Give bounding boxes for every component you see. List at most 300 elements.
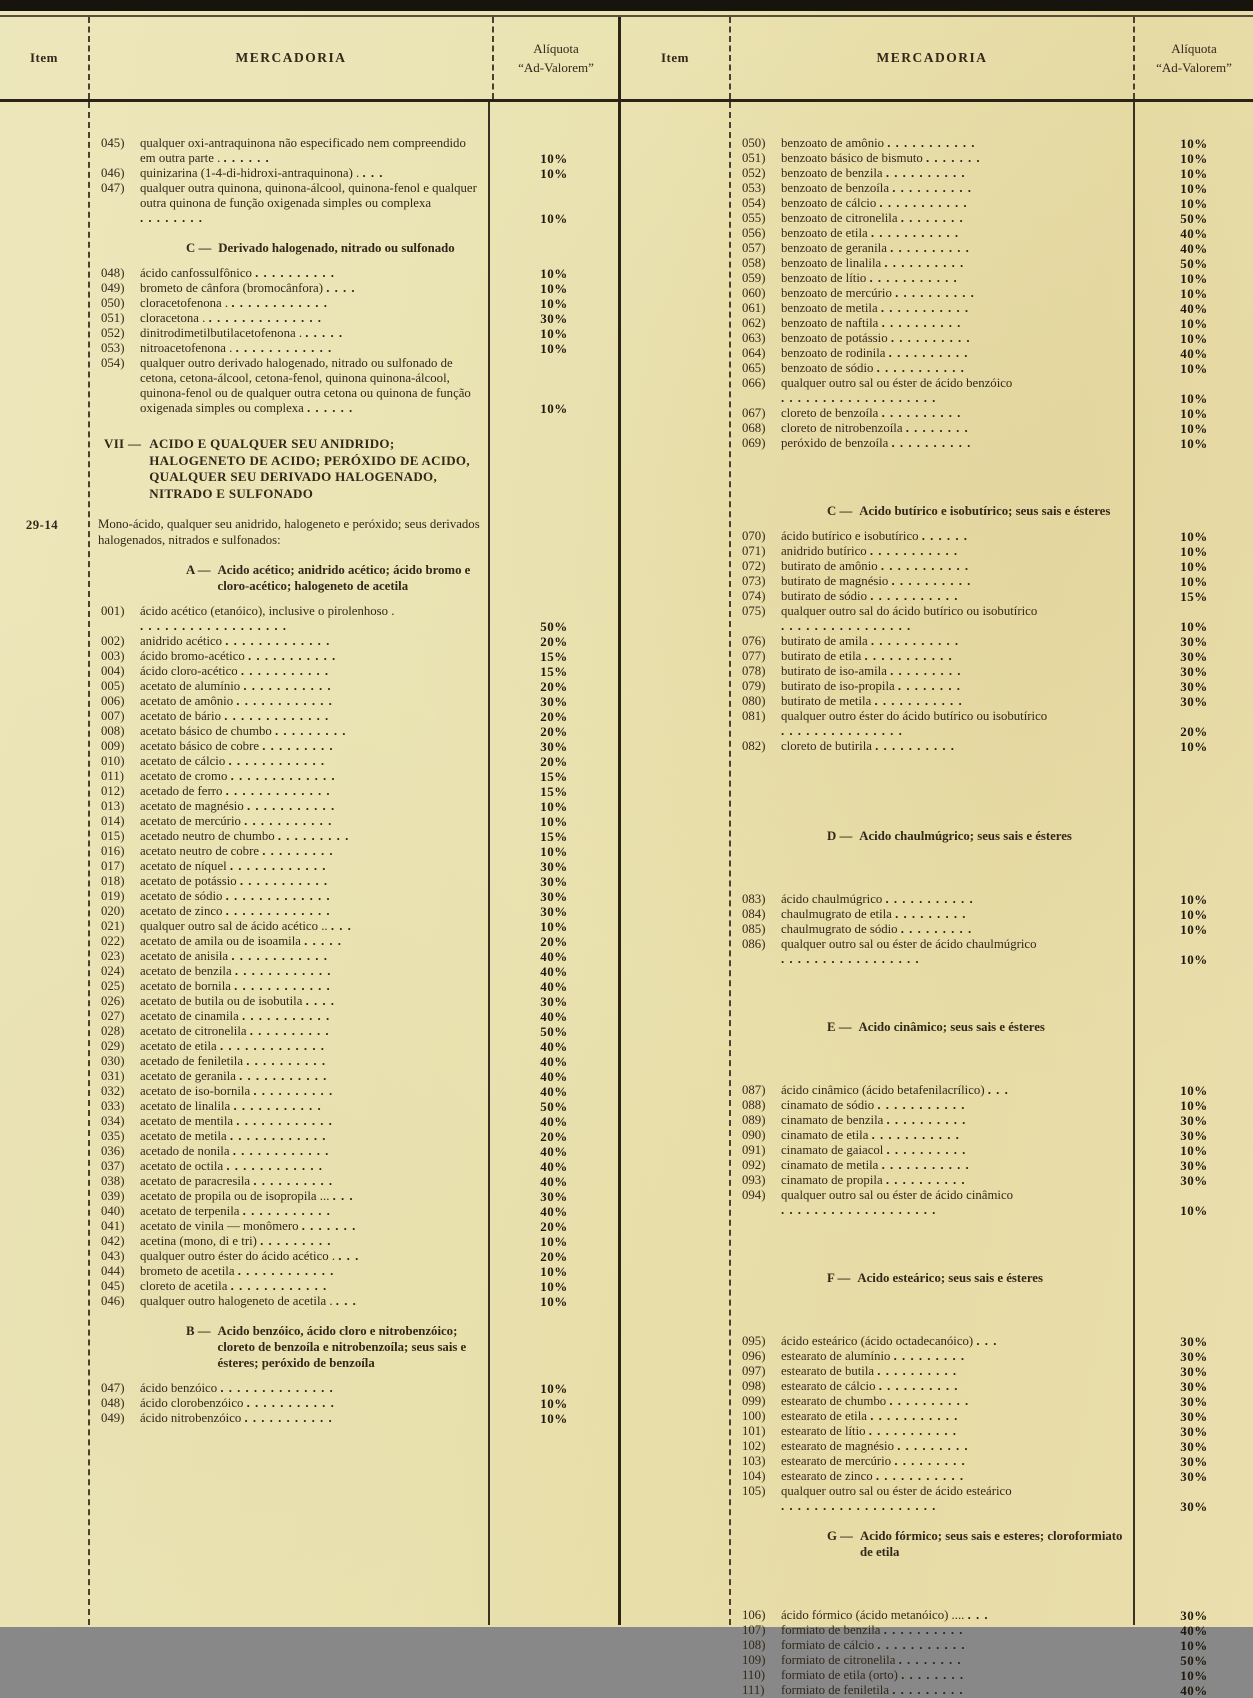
- table-row: [731, 634, 1253, 649]
- item-description: qualquer outro sal ou éster de ácido benzóico . . . . . . . . . . . . . . . . . . .: [781, 376, 1013, 405]
- leader-dots: . . . . . . . . . . .: [880, 301, 970, 315]
- leader-dots: . . . . . . . . . . .: [869, 271, 958, 285]
- group-heading: [731, 1270, 1253, 1286]
- section-numeral: VII —: [104, 436, 142, 451]
- item-number: 099): [742, 1394, 766, 1408]
- table-row: [731, 1454, 1253, 1469]
- item-description: butirato de iso-amila . . . . . . . . .: [781, 664, 962, 678]
- item-number: 094): [742, 1188, 766, 1202]
- table-row: [90, 1099, 618, 1114]
- mercadoria-header-label: MERCADORIA: [235, 50, 347, 65]
- item-rate: 10%: [1180, 559, 1208, 574]
- item-description: acetato de alumínio . . . . . . . . . . .: [140, 679, 332, 693]
- table-row: [731, 1623, 1253, 1638]
- leader-dots: . . . . . . . . . . . .: [236, 694, 333, 708]
- spacer: [490, 562, 618, 594]
- leader-dots: . . . . . . . . . . . . .: [225, 889, 331, 903]
- item-rate: 30%: [1180, 1113, 1208, 1128]
- item-description: estearato de zinco . . . . . . . . . . .: [781, 1469, 965, 1483]
- item-description: butirato de amila . . . . . . . . . . .: [781, 634, 960, 648]
- leader-dots: . . . . . . . . . . .: [870, 226, 960, 240]
- item-rate: 10%: [540, 1381, 568, 1396]
- leader-dots: . . . . . . . . . .: [884, 256, 965, 270]
- leader-dots: . . . . . . . . .: [895, 907, 967, 921]
- item-number: 025): [101, 979, 125, 993]
- table-row: [90, 1189, 618, 1204]
- item-rate: 10%: [540, 266, 568, 281]
- table-row: [731, 559, 1253, 574]
- item-rate: 20%: [540, 634, 568, 649]
- leader-dots: . . . . . . . . . . . . .: [225, 784, 331, 798]
- right-rows-container: [729, 102, 1253, 1698]
- aliquota-header-line2: “Ad-Valorem”: [518, 60, 594, 75]
- table-row: [731, 892, 1253, 907]
- item-description: chaulmugrato de sódio . . . . . . . . .: [781, 922, 973, 936]
- item-number: 075): [742, 604, 766, 618]
- item-description: benzoato de etila . . . . . . . . . . .: [781, 226, 960, 240]
- item-description: quinizarina (1-4-di-hidroxi-antraquinona) . . . .: [140, 166, 384, 180]
- item-description: cinamato de propila . . . . . . . . . .: [781, 1173, 966, 1187]
- table-row: [731, 166, 1253, 181]
- leader-dots: . . . . . . . . . . . .: [229, 859, 327, 873]
- item-rate: 30%: [1180, 1439, 1208, 1454]
- table-row: [731, 679, 1253, 694]
- item-rate: 40%: [1180, 1623, 1208, 1638]
- table-row: [731, 544, 1253, 559]
- aliquota-header-line2: “Ad-Valorem”: [1156, 60, 1232, 75]
- item-description: benzoato de citronelila . . . . . . . .: [781, 211, 964, 225]
- item-rate: 10%: [1180, 1083, 1208, 1098]
- item-number: 050): [742, 136, 766, 150]
- leader-dots: . . .: [362, 166, 384, 180]
- item-rate: 30%: [1180, 1454, 1208, 1469]
- item-number: 038): [101, 1174, 125, 1188]
- chapter-paragraph: [25, 516, 618, 548]
- leader-dots: . . . . . . . . . . . .: [236, 1114, 333, 1128]
- table-row: [90, 814, 618, 829]
- leader-dots: . . . . . . . .: [900, 211, 964, 225]
- item-rate: 40%: [540, 1144, 568, 1159]
- group-heading: [731, 503, 1253, 519]
- item-number: 004): [101, 664, 125, 678]
- item-rate: 30%: [540, 874, 568, 889]
- table-row: [731, 241, 1253, 256]
- item-number: 060): [742, 286, 766, 300]
- leader-dots: . . . . .: [305, 326, 344, 340]
- item-description: acetato básico de cobre . . . . . . . . .: [140, 739, 334, 753]
- leader-dots: . . . . . . . . . . . .: [226, 1159, 323, 1173]
- item-number: 040): [101, 1204, 125, 1218]
- item-description: acetato neutro de cobre . . . . . . . . .: [140, 844, 334, 858]
- item-rate: 20%: [540, 1129, 568, 1144]
- item-description: acetato básico de chumbo . . . . . . . . .: [140, 724, 347, 738]
- item-rate: 30%: [540, 994, 568, 1009]
- item-number: 065): [742, 361, 766, 375]
- table-row: [90, 1264, 618, 1279]
- leader-dots: . . . . . . . . . . .: [874, 694, 963, 708]
- blank-space: [731, 1296, 1253, 1324]
- table-row: [90, 634, 618, 649]
- item-rate: 50%: [540, 1024, 568, 1039]
- table-row: [731, 1334, 1253, 1349]
- item-description: benzoato de benzila . . . . . . . . . .: [781, 166, 966, 180]
- item-description: acetato de octila . . . . . . . . . . . .: [140, 1159, 323, 1173]
- group-letter: C —: [827, 504, 853, 518]
- item-rate: 10%: [1180, 361, 1208, 376]
- item-number: 083): [742, 892, 766, 906]
- item-rate: 10%: [1180, 391, 1208, 406]
- item-number: 051): [742, 151, 766, 165]
- table-row: [731, 1608, 1253, 1623]
- item-description: ácido chaulmúgrico . . . . . . . . . . .: [781, 892, 974, 906]
- leader-dots: . . . . . . . . . .: [881, 406, 962, 420]
- item-rate: 10%: [1180, 1098, 1208, 1113]
- item-rate: 40%: [540, 979, 568, 994]
- leader-dots: . . . . . . . . . . . .: [228, 754, 326, 768]
- item-rate: 30%: [540, 859, 568, 874]
- item-description: acetato de mentila . . . . . . . . . . . .: [140, 1114, 333, 1128]
- table-row: [731, 316, 1253, 331]
- item-description: benzoato básico de bismuto . . . . . . .: [781, 151, 981, 165]
- leader-dots: . . . . . . . . . .: [888, 346, 969, 360]
- group-heading-text: Acido fórmico; seus sais e esteres; cloroformiato de etila: [859, 1529, 1123, 1559]
- item-rate: 10%: [540, 166, 568, 181]
- item-description: estearato de alumínio . . . . . . . . .: [781, 1349, 966, 1363]
- leader-dots: . . . . . . . . . . .: [885, 892, 974, 906]
- leader-dots: . . . . . . . . . .: [253, 1174, 334, 1188]
- table-row: [731, 574, 1253, 589]
- item-description: acetato de sódio . . . . . . . . . . . . .: [140, 889, 331, 903]
- item-rate: 30%: [1180, 1409, 1208, 1424]
- leader-dots: . . . . . . . . . . .: [244, 814, 333, 828]
- item-rate: 15%: [540, 769, 568, 784]
- group-heading-text: Derivado halogenado, nitrado ou sulfonado: [218, 241, 455, 255]
- leader-dots: . . . . . . . . . .: [890, 331, 971, 345]
- item-number: 015): [101, 829, 125, 843]
- item-number: 055): [742, 211, 766, 225]
- item-number: 002): [101, 634, 125, 648]
- table-row: [90, 166, 618, 181]
- item-number: 042): [101, 1234, 125, 1248]
- table-row: [90, 679, 618, 694]
- table-row: [90, 1279, 618, 1294]
- table-row: [731, 739, 1253, 754]
- item-description: cloreto de benzoíla . . . . . . . . . .: [781, 406, 962, 420]
- leader-dots: . . . . . . . . . . . . . . . . . . .: [781, 391, 937, 405]
- item-rate: 40%: [540, 949, 568, 964]
- table-row: [90, 889, 618, 904]
- item-description: benzoato de lítio . . . . . . . . . . .: [781, 271, 958, 285]
- leader-dots: . . . . . . . .: [901, 1668, 965, 1682]
- item-description: acetina (mono, di e tri) . . . . . . . . .: [140, 1234, 332, 1248]
- table-row: [90, 604, 618, 634]
- item-rate: 10%: [1180, 166, 1208, 181]
- item-description: acetato de anisila . . . . . . . . . . . .: [140, 949, 328, 963]
- leader-dots: . . . . . . . . .: [275, 724, 347, 738]
- table-row: [731, 286, 1253, 301]
- group-heading-text: Acido benzóico, ácido cloro e nitrobenzóico; cloreto de benzoíla e nitrobenzoíla; seus sais e ésteres; peróxido de benzoíla: [217, 1324, 467, 1370]
- group-heading-text: Acido acético; anidrido acético; ácido bromo e cloro-acético; halogeneto de acetila: [217, 563, 471, 593]
- item-number: 035): [101, 1129, 125, 1143]
- item-number: 029): [101, 1039, 125, 1053]
- item-rate: 15%: [540, 664, 568, 679]
- item-description: cloracetona . . . . . . . . . . . . . . .: [140, 311, 322, 325]
- item-group: [90, 136, 618, 226]
- item-group: [731, 1083, 1253, 1218]
- item-description: butirato de iso-propila . . . . . . . .: [781, 679, 961, 693]
- table-row: [90, 664, 618, 679]
- item-number: 100): [742, 1409, 766, 1423]
- table-row: [90, 1114, 618, 1129]
- item-number: 039): [101, 1189, 125, 1203]
- table-row: [731, 907, 1253, 922]
- table-row: [731, 1638, 1253, 1653]
- leader-dots: . . . . . . . . . . .: [241, 1009, 331, 1023]
- item-group: [731, 1608, 1253, 1698]
- item-number: 033): [101, 1099, 125, 1113]
- table-row: [90, 799, 618, 814]
- leader-dots: . . . . . . . . . . . .: [232, 1144, 330, 1158]
- blank-space: [731, 854, 1253, 882]
- item-number: 081): [742, 709, 766, 723]
- table-row: [90, 1054, 618, 1069]
- leader-dots: . . . . . . . . . .: [246, 1054, 327, 1068]
- leader-dots: . . . . . . . . . . . .: [231, 296, 328, 310]
- table-row: [731, 301, 1253, 316]
- leader-dots: . . . . . . . . .: [894, 1454, 966, 1468]
- item-number: 062): [742, 316, 766, 330]
- item-rate: 30%: [540, 694, 568, 709]
- item-rate: 10%: [1180, 529, 1208, 544]
- group-heading: [90, 1323, 618, 1371]
- item-number: 037): [101, 1159, 125, 1173]
- table-row: [731, 1394, 1253, 1409]
- item-description: formiato de benzila . . . . . . . . . .: [781, 1623, 964, 1637]
- item-number: 071): [742, 544, 766, 558]
- table-row: [90, 769, 618, 784]
- item-rate: 10%: [540, 211, 568, 226]
- item-number: 086): [742, 937, 766, 951]
- item-description: benzoato de sódio . . . . . . . . . . .: [781, 361, 965, 375]
- item-number: 043): [101, 1249, 125, 1263]
- blank-space: [731, 461, 1253, 489]
- group-letter: C —: [186, 241, 212, 255]
- item-rate: 10%: [1180, 436, 1208, 451]
- item-rate: 10%: [1180, 136, 1208, 151]
- item-description: butirato de metila . . . . . . . . . . .: [781, 694, 963, 708]
- leader-dots: . . . . . . . . . . . .: [229, 1129, 327, 1143]
- item-rate: 10%: [540, 919, 568, 934]
- item-rate: 30%: [540, 889, 568, 904]
- item-rate: 40%: [1180, 346, 1208, 361]
- item-rate: 20%: [540, 709, 568, 724]
- item-description: anidrido acético . . . . . . . . . . . . .: [140, 634, 331, 648]
- aliquota-column-header: [494, 17, 618, 99]
- item-description: cinamato de benzila . . . . . . . . . .: [781, 1113, 967, 1127]
- item-rate: 30%: [540, 904, 568, 919]
- item-description: acetato de cromo . . . . . . . . . . . . .: [140, 769, 336, 783]
- table-row: [90, 994, 618, 1009]
- spacer: [490, 516, 618, 548]
- item-description: formiato de etila (orto) . . . . . . . .: [781, 1668, 965, 1682]
- leader-dots: . . . . . .: [921, 529, 968, 543]
- leader-dots: . . . . . . . . . . . .: [230, 1279, 328, 1293]
- table-row: [731, 346, 1253, 361]
- item-rate: 40%: [540, 1069, 568, 1084]
- table-row: [731, 694, 1253, 709]
- item-description: cloracetofenona . . . . . . . . . . . . .: [140, 296, 328, 310]
- leader-dots: . . . . . . . . . . .: [877, 1638, 966, 1652]
- item-rate: 10%: [540, 799, 568, 814]
- spacer: [490, 1323, 618, 1371]
- leader-dots: . . . . . . . . .: [890, 664, 962, 678]
- item-number: 080): [742, 694, 766, 708]
- item-number: 087): [742, 1083, 766, 1097]
- item-number: 106): [742, 1608, 766, 1622]
- leader-dots: . . . . . . . . . . .: [870, 1409, 959, 1423]
- item-rate: 40%: [540, 1084, 568, 1099]
- item-rate: 15%: [540, 649, 568, 664]
- leader-dots: . . . . . . . . . .: [890, 241, 970, 255]
- item-description: acetato de bário . . . . . . . . . . . . .: [140, 709, 330, 723]
- table-row: [90, 181, 618, 226]
- item-number: 082): [742, 739, 766, 753]
- item-rate: 40%: [540, 1114, 568, 1129]
- table-row: [90, 311, 618, 326]
- item-group: [731, 892, 1253, 967]
- item-description: estearato de magnésio . . . . . . . . .: [781, 1439, 969, 1453]
- table-row: [90, 1024, 618, 1039]
- leader-dots: . . . . . . . . . .: [885, 1173, 966, 1187]
- item-description: benzoato de naftila . . . . . . . . . .: [781, 316, 962, 330]
- leader-dots: . . . . . . . . . . .: [242, 1204, 331, 1218]
- item-description: cinamato de sódio . . . . . . . . . . .: [781, 1098, 966, 1112]
- item-number: 085): [742, 922, 766, 936]
- leader-dots: . . . . . . . . .: [900, 922, 973, 936]
- leader-dots: . . . . . . . . . . .: [871, 1128, 960, 1142]
- item-description: acetato de linalila . . . . . . . . . . .: [140, 1099, 322, 1113]
- leader-dots: . . . . . . . . . .: [881, 316, 962, 330]
- item-rate: 10%: [1180, 1143, 1208, 1158]
- item-rate: 10%: [1180, 1203, 1208, 1218]
- table-row: [90, 1009, 618, 1024]
- left-table-body: [0, 102, 618, 1625]
- item-rate: 10%: [540, 401, 568, 416]
- leader-dots: . . . . . . . . . . .: [246, 799, 336, 813]
- item-number: 001): [101, 604, 125, 618]
- table-row: [731, 1469, 1253, 1484]
- item-description: acetato de amônio . . . . . . . . . . . .: [140, 694, 333, 708]
- item-number: 063): [742, 331, 766, 345]
- table-row: [731, 922, 1253, 937]
- item-rate: 40%: [540, 1204, 568, 1219]
- item-number: 012): [101, 784, 125, 798]
- item-number: 019): [101, 889, 125, 903]
- item-number: 079): [742, 679, 766, 693]
- group-letter: E —: [827, 1020, 852, 1034]
- table-row: [731, 1364, 1253, 1379]
- item-rate: 30%: [1180, 1158, 1208, 1173]
- item-rate: 10%: [540, 281, 568, 296]
- item-number: 017): [101, 859, 125, 873]
- item-rate: 50%: [1180, 1653, 1208, 1668]
- item-description: acetato de zinco . . . . . . . . . . . . .: [140, 904, 331, 918]
- aliquota-header-line1: Alíquota: [1171, 41, 1217, 56]
- item-number: 059): [742, 271, 766, 285]
- leader-dots: . . . . . . . . . . .: [246, 1396, 335, 1410]
- leader-dots: . . . . . . . . . . . . .: [230, 769, 336, 783]
- leader-dots: . . . . . . . . .: [260, 1234, 332, 1248]
- item-number: 056): [742, 226, 766, 240]
- table-row: [90, 1219, 618, 1234]
- group-letter: D —: [827, 829, 853, 843]
- leader-dots: . . . . . . . . . . . . . . . . . . .: [781, 1203, 937, 1217]
- item-number: 032): [101, 1084, 125, 1098]
- table-row: [90, 281, 618, 296]
- item-rate: 30%: [1180, 649, 1208, 664]
- leader-dots: . . . . . . . . . . . . .: [225, 904, 331, 918]
- item-rate: 10%: [1180, 952, 1208, 967]
- item-rate: 10%: [1180, 406, 1208, 421]
- item-description: butirato de sódio . . . . . . . . . . .: [781, 589, 959, 603]
- item-description: chaulmugrato de etila . . . . . . . . .: [781, 907, 967, 921]
- item-number: 026): [101, 994, 125, 1008]
- item-description: ácido nitrobenzóico . . . . . . . . . . .: [140, 1411, 333, 1425]
- item-description: cloreto de nitrobenzoíla . . . . . . . .: [781, 421, 969, 435]
- item-number: 064): [742, 346, 766, 360]
- item-description: benzoato de benzoíla . . . . . . . . . .: [781, 181, 973, 195]
- item-rate: 40%: [540, 964, 568, 979]
- mercadoria-column-header: [90, 17, 494, 99]
- table-row: [731, 1379, 1253, 1394]
- table-row: [90, 694, 618, 709]
- item-description: qualquer outro éster do ácido butírico ou isobutírico . . . . . . . . . . . . . . .: [781, 709, 1048, 738]
- table-row: [731, 1143, 1253, 1158]
- group-heading-text: Acido esteárico; seus sais e ésteres: [857, 1271, 1043, 1285]
- table-row: [90, 1234, 618, 1249]
- item-description: ácido clorobenzóico . . . . . . . . . . .: [140, 1396, 335, 1410]
- item-number: 049): [101, 1411, 125, 1425]
- item-description: acetato de metila . . . . . . . . . . . .: [140, 1129, 327, 1143]
- leader-dots: . . . . . . . . . . .: [239, 874, 329, 888]
- item-number: 046): [101, 1294, 125, 1308]
- item-description: estearato de butila . . . . . . . . . .: [781, 1364, 958, 1378]
- leader-dots: . . . . . . . . . .: [875, 739, 955, 753]
- item-description: qualquer outro sal de ácido acético .. . . .: [140, 919, 352, 933]
- leader-dots: . . . . . . . . . . . .: [237, 1264, 335, 1278]
- item-description: acetato de citronelila . . . . . . . . . .: [140, 1024, 330, 1038]
- leader-dots: . . . . . . . . .: [262, 844, 334, 858]
- page-top-bar: [0, 0, 1253, 11]
- item-number: 097): [742, 1364, 766, 1378]
- table-row: [90, 964, 618, 979]
- item-rate: 15%: [1180, 589, 1208, 604]
- table-row: [90, 739, 618, 754]
- table-row: [731, 937, 1253, 967]
- item-description: acetado de feniletila . . . . . . . . . .: [140, 1054, 327, 1068]
- item-rate: 40%: [1180, 1683, 1208, 1698]
- table-row: [731, 406, 1253, 421]
- right-chapter-column: [621, 102, 729, 1625]
- item-description: acetato de terpenila . . . . . . . . . . .: [140, 1204, 331, 1218]
- item-number: 049): [101, 281, 125, 295]
- item-description: qualquer outra quinona, quinona-álcool, quinona-fenol e qualquer outra quinona de função oxigenada simples ou complexa . . . . . . . .: [140, 181, 477, 225]
- item-number: 022): [101, 934, 125, 948]
- item-rate: 10%: [1180, 574, 1208, 589]
- table-row: [90, 1249, 618, 1264]
- item-description: acetato de amila ou de isoamila . . . . .: [140, 934, 342, 948]
- table-row: [731, 649, 1253, 664]
